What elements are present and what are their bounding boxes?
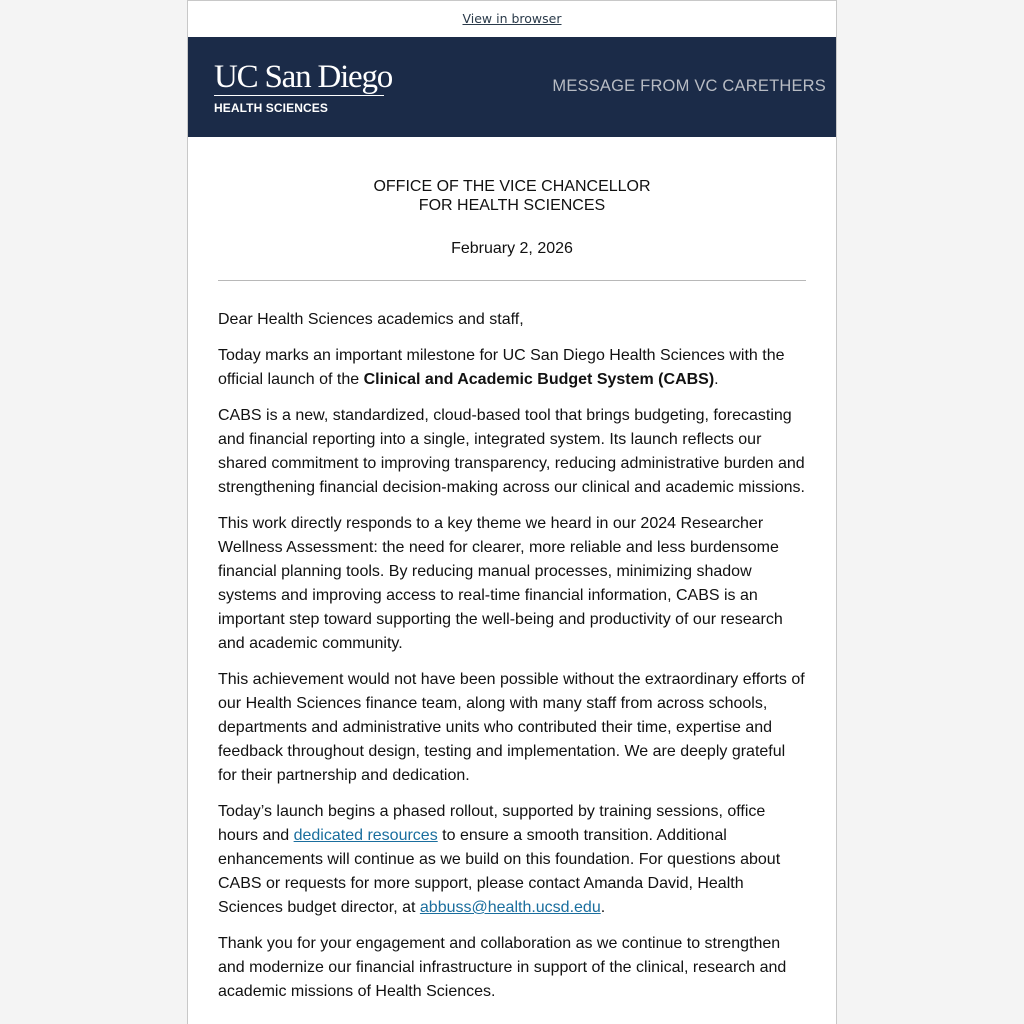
message-date: February 2, 2026 (451, 240, 573, 257)
logo-subtitle: HEALTH SCIENCES (214, 101, 328, 115)
paragraph-1-end: . (714, 371, 719, 388)
paragraph-3: This work directly responds to a key theme we heard in our 2024 Researcher Wellness Assessment: the need for clearer, more reliable and less burdensome financial planning tools. By reducing manual processes, minimizing shadow systems and improving access to real-time financial information, CABS is an important step toward supporting the well-being and productivity of our research and academic community. (218, 515, 783, 652)
email-link[interactable]: abbuss@health.ucsd.edu (419, 899, 601, 916)
salutation: Dear Health Sciences academics and staff, (218, 311, 524, 328)
paragraph-4: This achievement would not have been possible without the extraordinary efforts of our Health Sciences finance team, along with many staff from across schools, departments and administrative units who contributed their time, expertise and feedback throughout design, testing and implementation. We are deeply grateful for their partnership and dedication. (218, 671, 805, 784)
dedicated-resources-link[interactable]: dedicated resources (293, 827, 438, 844)
paragraph-6: Thank you for your engagement and collaboration as we continue to strengthen and modernize our financial infrastructure in support of the clinical, research and academic missions of Health Sciences. (218, 935, 787, 1000)
office-line-2: FOR HEALTH SCIENCES (418, 197, 606, 214)
logo-rule (214, 95, 384, 96)
uc-san-diego-logo[interactable] (214, 59, 393, 115)
office-line-1: OFFICE OF THE VICE CHANCELLOR (373, 178, 651, 195)
logo-wordmark: UC San Diego (214, 59, 393, 95)
paragraph-5 (218, 800, 806, 920)
paragraph-5-text: Today’s launch begins a phased rollout, supported by training sessions, office hours and (218, 803, 766, 844)
divider (218, 280, 806, 281)
topbar (188, 0, 836, 37)
office-heading (218, 177, 806, 215)
email-container (187, 0, 837, 1024)
paragraph-5-end: . (600, 899, 606, 916)
cabs-bold-name: Clinical and Academic Budget System (CABS) (363, 371, 715, 388)
banner-title: MESSAGE FROM VC CARETHERS (552, 77, 826, 95)
paragraph-2: CABS is a new, standardized, cloud-based tool that brings budgeting, forecasting and financial reporting into a single, integrated system. Its launch reflects our shared commitment to improving transparency, reducing administrative burden and strengthening financial decision-making across our clinical and academic missions. (218, 407, 805, 496)
paragraph-1-text: Today marks an important milestone for UC San Diego Health Sciences with the official launch of the (218, 347, 785, 388)
paragraph-5-middle: to ensure a smooth transition. Additional enhancements will continue as we build on this foundation. For questions about CABS or requests for more support, please contact Amanda David, Health Sciences budget director, at (218, 827, 781, 916)
paragraph-1 (218, 344, 806, 392)
header-banner (188, 37, 836, 137)
view-in-browser-link[interactable]: View in browser (462, 11, 562, 26)
email-content (188, 177, 836, 1004)
